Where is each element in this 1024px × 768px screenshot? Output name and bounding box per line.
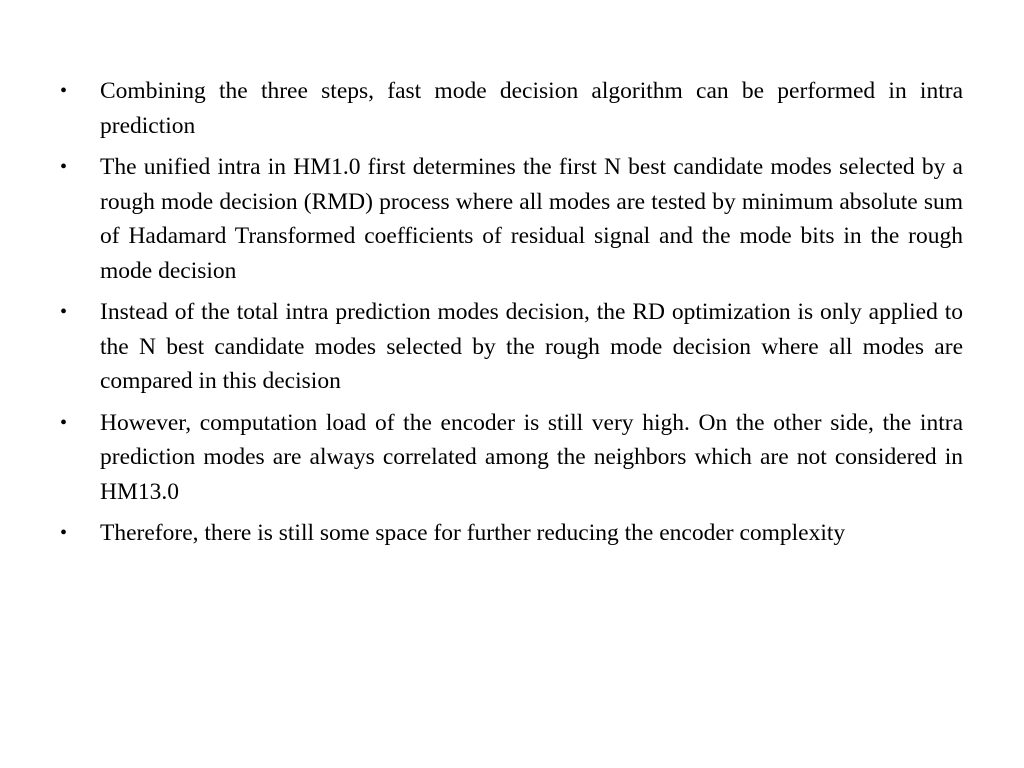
bullet-marker: •: [60, 80, 68, 102]
bullet-text: Combining the three steps, fast mode decision algorithm can be performed in intra prediction: [100, 78, 963, 139]
bullet-text: The unified intra in HM1.0 first determines the first N best candidate modes selected by a rough mode decision (RMD) process where all modes are tested by minimum absolute sum of Hadamard Transformed coefficients of residual signal and the mode bits in the rough mode decision: [100, 154, 963, 284]
list-item: [58, 516, 963, 551]
list-item: [58, 406, 963, 510]
bullet-marker: •: [60, 522, 68, 544]
bullet-text: Instead of the total intra prediction modes decision, the RD optimization is only applied to the N best candidate modes selected by the rough mode decision where all modes are compared in this decision: [100, 299, 963, 394]
list-item: [58, 74, 963, 143]
bullet-text: Therefore, there is still some space for further reducing the encoder complexity: [100, 520, 846, 546]
bullet-marker: •: [60, 156, 68, 178]
list-item: [58, 295, 963, 399]
bullet-marker: •: [60, 411, 68, 434]
bullet-marker: •: [60, 301, 68, 323]
bullet-list: [58, 74, 963, 558]
list-item: [58, 150, 963, 288]
bullet-text: However, computation load of the encoder is still very high. On the other side, the intra prediction modes are always correlated among the neighbors which are not considered in HM13.0: [100, 409, 963, 505]
